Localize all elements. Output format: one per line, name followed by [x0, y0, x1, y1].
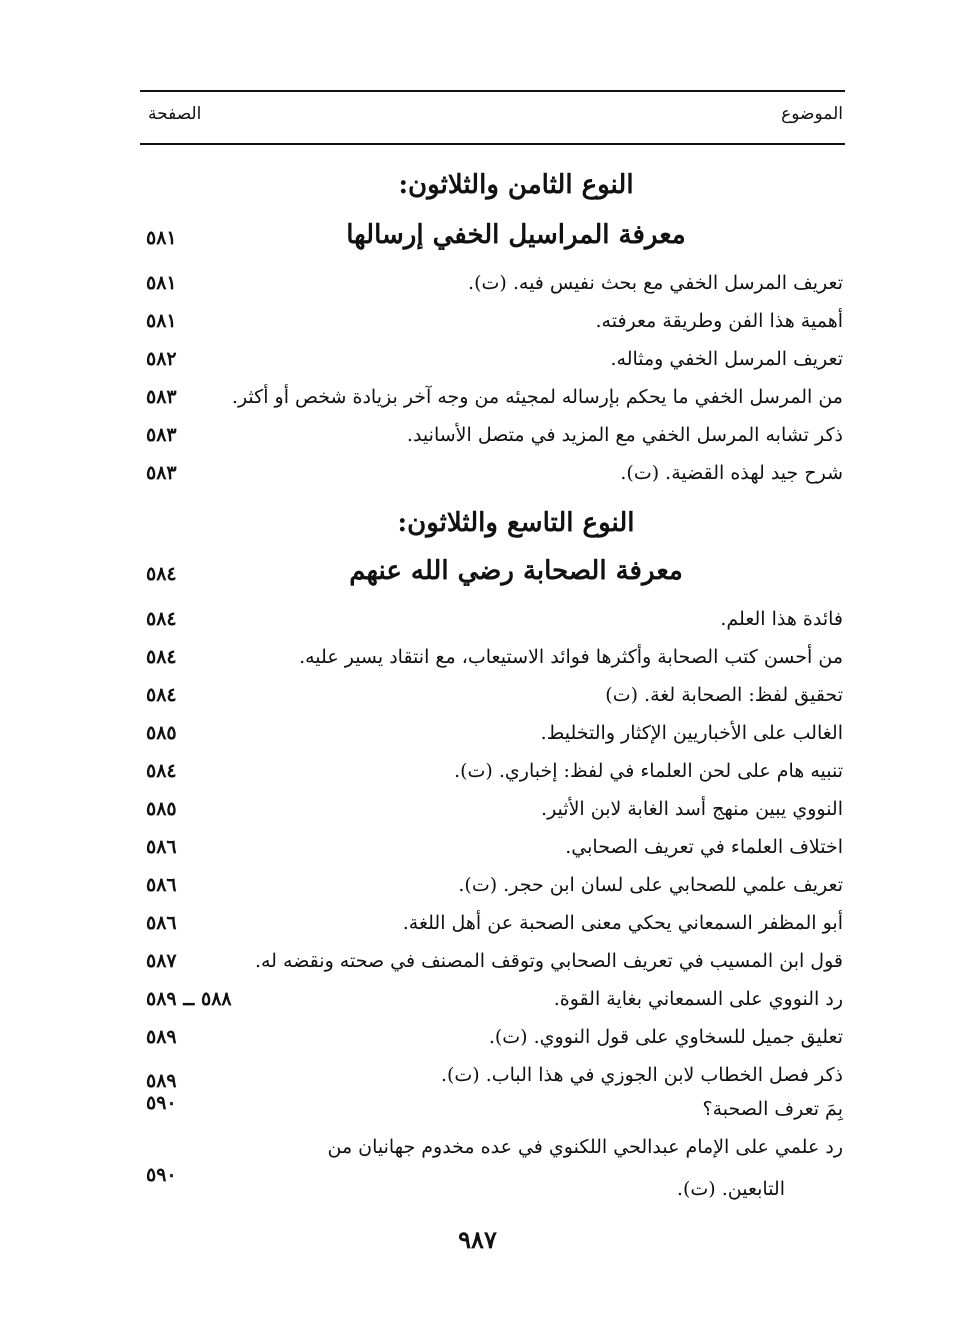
entry-page: ٥٩٠	[146, 1092, 177, 1114]
entry-text: تعريف علمي للصحابي على لسان ابن حجر. (ت).	[458, 874, 843, 896]
entry-text: من أحسن كتب الصحابة وأكثرها فوائد الاستيعاب، مع انتقاد يسير عليه.	[299, 646, 843, 668]
list-item	[0, 264, 955, 302]
entry-text: النووي يبين منهج أسد الغابة لابن الأثير.	[541, 798, 843, 820]
entry-page: ٥٨١	[146, 272, 177, 294]
entry-page: ٥٨٣	[146, 462, 177, 484]
entry-page: ٥٨٦	[146, 912, 177, 934]
entry-page: ٥٨٣	[146, 386, 177, 408]
entry-page: ٥٨٣	[146, 424, 177, 446]
page-column-header: الصفحة	[148, 104, 202, 124]
entry-text: تعريف المرسل الخفي ومثاله.	[610, 348, 843, 370]
header-top-rule	[140, 90, 845, 92]
section-subject-title: معرفة المراسيل الخفي إرسالها	[346, 220, 686, 250]
entry-page: ٥٨٤	[146, 608, 177, 630]
entry-text: شرح جيد لهذه القضية. (ت).	[620, 462, 843, 484]
list-item	[0, 828, 955, 866]
entry-text: أبو المظفر السمعاني يحكي معنى الصحبة عن أهل اللغة.	[402, 912, 843, 934]
list-item	[0, 340, 955, 378]
list-item	[0, 1090, 955, 1128]
list-item	[0, 980, 955, 1018]
list-item	[0, 638, 955, 676]
list-item	[0, 942, 955, 980]
entry-text: تعليق جميل للسخاوي على قول النووي. (ت).	[488, 1026, 843, 1048]
entry-text: ذكر فصل الخطاب لابن الجوزي في هذا الباب. (ت).	[440, 1064, 843, 1086]
entry-text: تحقيق لفظ: الصحابة لغة. (ت)	[605, 684, 843, 706]
header-bottom-rule	[140, 143, 845, 145]
entry-text: بِمَ تعرف الصحبة؟	[702, 1098, 843, 1120]
topic-column-header: الموضوع	[781, 104, 843, 124]
entry-page: ٥٨٢	[146, 348, 177, 370]
entry-page: ٥٨٦	[146, 874, 177, 896]
entry-page: ٥٨٩	[146, 1026, 177, 1048]
section-subject-title: معرفة الصحابة رضي الله عنهم	[349, 556, 683, 586]
entry-text	[215, 1126, 843, 1210]
section-subject-page: ٥٨٤	[146, 563, 177, 585]
page-number: ٩٨٧	[458, 1225, 497, 1254]
entry-page: ٥٨٦	[146, 836, 177, 858]
entry-page: ٥٨١	[146, 310, 177, 332]
list-item	[0, 416, 955, 454]
entry-page-range: ٥٨٨ ــ ٥٨٩	[146, 988, 232, 1010]
entry-text: اختلاف العلماء في تعريف الصحابي.	[565, 836, 843, 858]
list-item	[0, 454, 955, 492]
list-item	[0, 676, 955, 714]
entry-text: تعريف المرسل الخفي مع بحث نفيس فيه. (ت).	[468, 272, 843, 294]
entry-text: قول ابن المسيب في تعريف الصحابي وتوقف المصنف في صحته ونقضه له.	[254, 950, 843, 972]
entry-text: رد النووي على السمعاني بغاية القوة.	[553, 988, 843, 1010]
entry-text: من المرسل الخفي ما يحكم بإرساله لمجيئه من وجه آخر بزيادة شخص أو أكثر.	[231, 386, 843, 408]
list-item	[0, 714, 955, 752]
entry-text: ذكر تشابه المرسل الخفي مع المزيد في متصل الأسانيد.	[406, 424, 843, 446]
entry-text: تنبيه هام على لحن العلماء في لفظ: إخباري. (ت).	[454, 760, 843, 782]
list-item	[0, 378, 955, 416]
section-type-title: النوع التاسع والثلاثون:	[397, 508, 635, 538]
entry-page: ٥٨٥	[146, 798, 177, 820]
list-item	[0, 302, 955, 340]
section-subject-page: ٥٨١	[146, 227, 177, 249]
entry-text: أهمية هذا الفن وطريقة معرفته.	[595, 310, 843, 332]
list-item	[0, 1126, 955, 1210]
section-type-title: النوع الثامن والثلاثون:	[398, 170, 634, 200]
list-item	[0, 904, 955, 942]
list-item	[0, 752, 955, 790]
entry-page: ٥٨٥	[146, 722, 177, 744]
entry-text: فائدة هذا العلم.	[720, 608, 843, 630]
entry-page: ٥٩٠	[146, 1164, 177, 1186]
entry-page: ٥٨٤	[146, 760, 177, 782]
entry-text-continuation: التابعين. (ت).	[676, 1178, 785, 1200]
entry-page: ٥٨٤	[146, 646, 177, 668]
list-item	[0, 1056, 955, 1094]
list-item	[0, 600, 955, 638]
list-item	[0, 866, 955, 904]
entry-page: ٥٨٩	[146, 1070, 177, 1092]
entry-text-first-line: رد علمي على الإمام عبدالحي اللكنوي في عده مخدوم جهانيان من	[327, 1136, 843, 1158]
entry-text: الغالب على الأخباريين الإكثار والتخليط.	[540, 722, 843, 744]
list-item	[0, 1018, 955, 1056]
list-item	[0, 790, 955, 828]
entry-page: ٥٨٤	[146, 684, 177, 706]
entry-page: ٥٨٧	[146, 950, 177, 972]
